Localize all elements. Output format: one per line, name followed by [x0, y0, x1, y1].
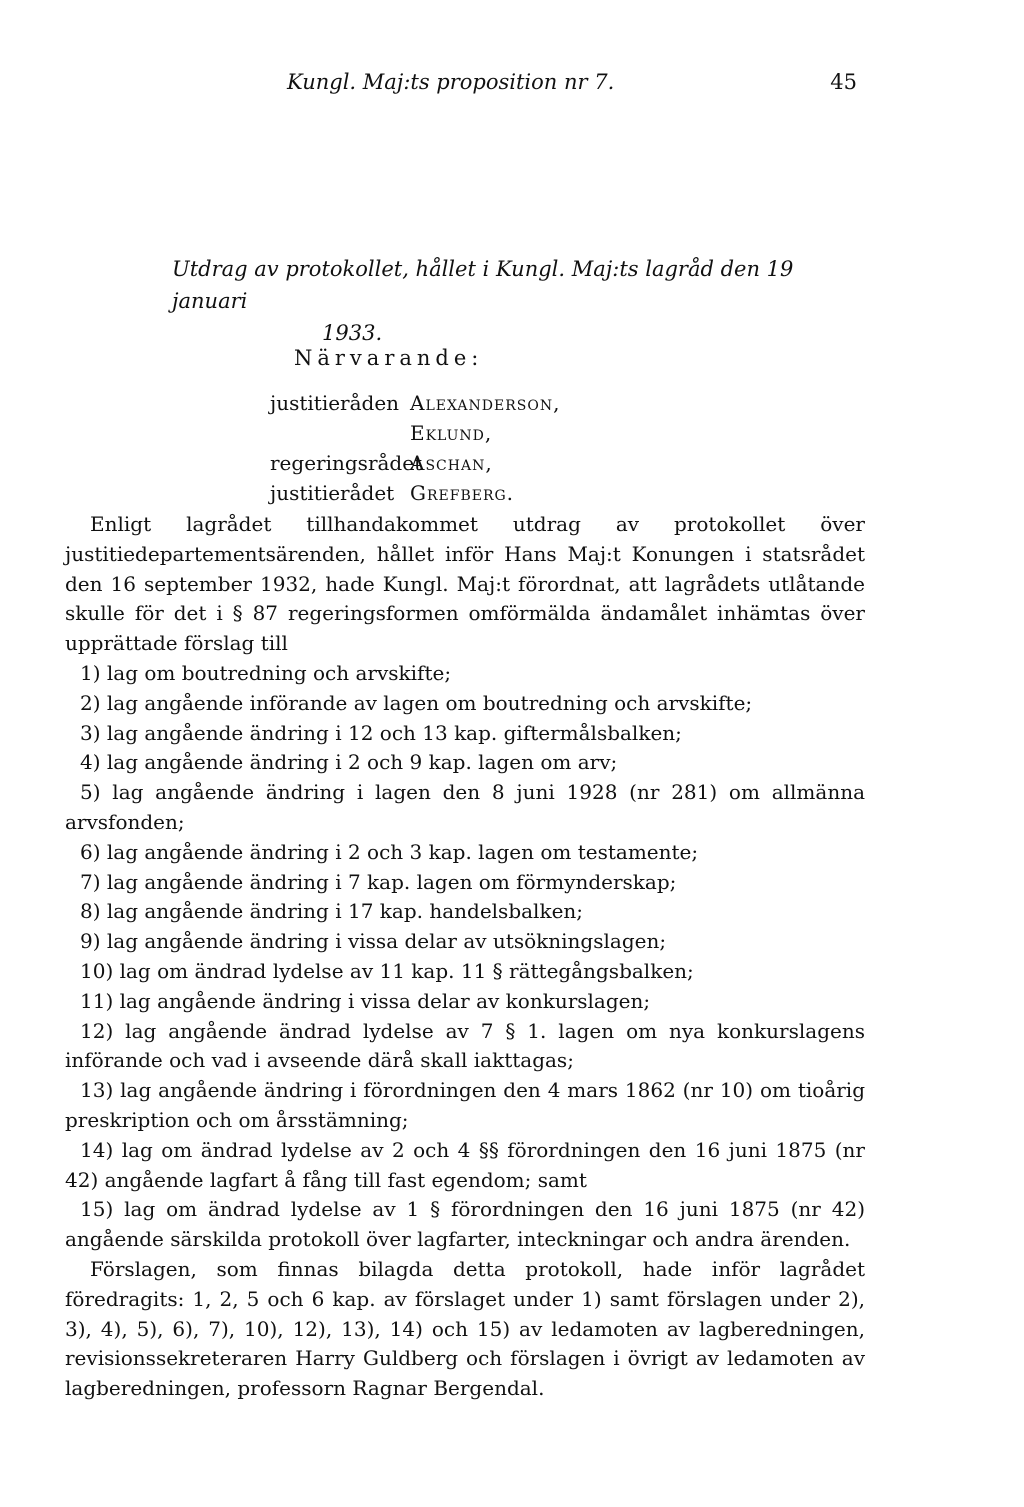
- closing-paragraph: Förslagen, som finnas bilagda detta protokoll, hade inför lagrådet föredragits: 1, 2, 5 och 6 kap. av förslaget under 1) samt förslagen under 2), 3), 4), 5), 6), 7), 10), 12), 13), 14) och 15) av ledamoten av lagberedningen, revisionssekreteraren Harry Guldberg och förslagen i övrigt av ledamoten av lagberedningen, professorn Ragnar Bergendal.: [65, 1256, 865, 1401]
- list-item: 3) lag angående ändring i 12 och 13 kap. giftermålsbalken;: [80, 720, 682, 745]
- heading-line-2: 1933.: [322, 321, 383, 345]
- list-item: 2) lag angående införande av lagen om boutredning och arvskifte;: [80, 690, 753, 715]
- attendance-list: [270, 388, 560, 508]
- list-item: 1) lag om boutredning och arvskifte;: [80, 660, 452, 685]
- header-title: Kungl. Maj:ts proposition nr 7.: [287, 70, 615, 94]
- list-item: 6) lag angående ändring i 2 och 3 kap. lagen om testamente;: [80, 839, 699, 864]
- attendee-role: justitieråden: [270, 391, 400, 415]
- attendee-name: Eklund,: [410, 421, 493, 445]
- list-item: 9) lag angående ändring i vissa delar av utsökningslagen;: [80, 929, 667, 954]
- body-text: [65, 510, 865, 1404]
- list-item: 13) lag angående ändring i förordningen den 4 mars 1862 (nr 10) om tioårig preskription och om årsstämning;: [65, 1078, 865, 1132]
- list-item: 5) lag angående ändring i lagen den 8 juni 1928 (nr 281) om allmänna arvsfonden;: [65, 780, 865, 834]
- intro-paragraph: Enligt lagrådet tillhandakommet utdrag av protokollet över justitiedepartementsärenden, hållet inför Hans Maj:t Konungen i statsrådet den 16 september 1932, hade Kungl. Maj:t förordnat, att lagrådets utlåtande skulle för det i § 87 regeringsformen omförmälda ändamålet inhämtas över upprättade förslag till: [65, 512, 865, 656]
- list-item: 8) lag angående ändring i 17 kap. handelsbalken;: [80, 899, 584, 924]
- attendee-role: regeringsrådet: [270, 451, 423, 475]
- attendee-role: justitierådet: [270, 481, 395, 505]
- list-item: 10) lag om ändrad lydelse av 11 kap. 11 § rättegångsbalken;: [80, 958, 694, 983]
- running-header: [287, 70, 857, 104]
- list-item: 12) lag angående ändrad lydelse av 7 § 1. lagen om nya konkurslagens införande och vad i avseende därå skall iakttagas;: [65, 1018, 865, 1073]
- attendee-name: Grefberg.: [410, 481, 515, 505]
- attendance-row: [270, 448, 560, 478]
- heading-line-1: Utdrag av protokollet, hållet i Kungl. Maj:ts lagråd den 19 januari: [172, 257, 794, 313]
- list-item: 15) lag om ändrad lydelse av 1 § förordningen den 16 juni 1875 (nr 42) angående särskilda protokoll över lagfarter, inteckningar och andra ärenden.: [65, 1197, 865, 1252]
- attendance-row: [270, 418, 560, 448]
- attendance-row: [270, 478, 560, 508]
- attendee-name: Alexanderson,: [410, 391, 561, 415]
- attendance-title: Närvarande:: [294, 346, 484, 370]
- list-item: 14) lag om ändrad lydelse av 2 och 4 §§ förordningen den 16 juni 1875 (nr 42) angående lagfart å fång till fast egendom; samt: [65, 1137, 865, 1192]
- list-item: 4) lag angående ändring i 2 och 9 kap. lagen om arv;: [80, 750, 618, 775]
- protocol-heading: [172, 253, 872, 349]
- list-item: 7) lag angående ändring i 7 kap. lagen om förmynderskap;: [80, 869, 677, 894]
- attendance-row: [270, 388, 560, 418]
- list-item: 11) lag angående ändring i vissa delar av konkurslagen;: [80, 988, 651, 1013]
- attendee-name: Aschan,: [410, 451, 493, 475]
- page-number: 45: [830, 70, 857, 94]
